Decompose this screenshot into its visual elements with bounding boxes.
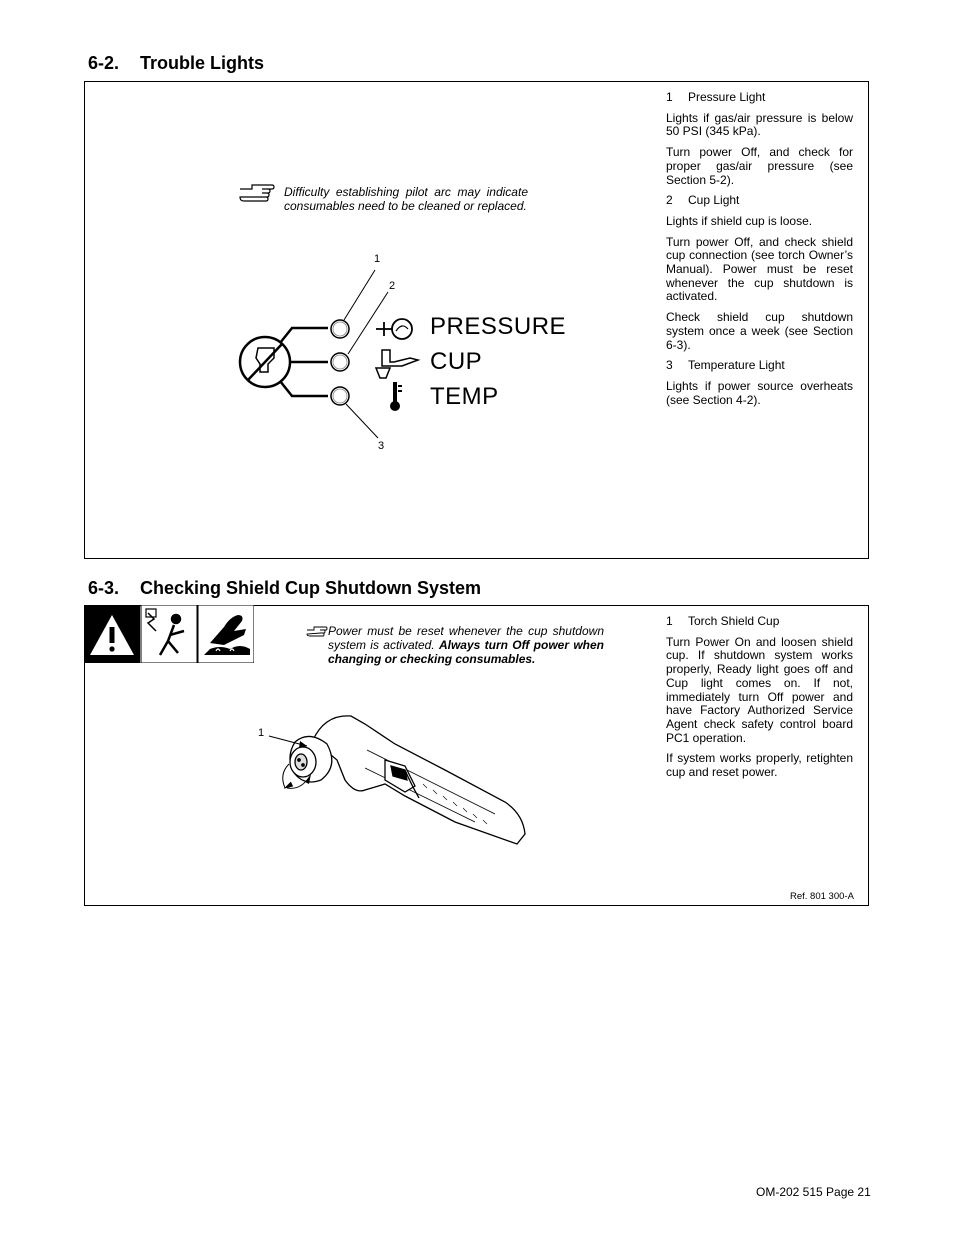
- trouble-lights-descriptions: [666, 91, 853, 414]
- item-heading: 1 Torch Shield Cup: [666, 614, 780, 628]
- thermometer-icon: [390, 382, 402, 411]
- panel-label-pressure: PRESSURE: [430, 313, 567, 340]
- item-heading: 2 Cup Light: [666, 193, 740, 208]
- section-number: 6-3.: [88, 578, 120, 598]
- section-heading-6-2: [88, 53, 264, 74]
- no-arc-torch-icon: [240, 337, 290, 387]
- section-number: 6-2.: [88, 53, 120, 73]
- item-paragraph: Turn power Off, and check shield cup connection (see torch Owner’s Manual). Power must be reset whenever the cup shutdown is activated.: [666, 234, 853, 304]
- item-paragraph: Turn Power On and loosen shield cup. If shutdown system works properly, Ready light goes off and Cup light comes on. If not, immediately turn Off power and have Factory Authorized Service Agent check safety control board PC1 operation.: [666, 634, 853, 745]
- pointing-hand-icon: [238, 181, 276, 205]
- section-title: Checking Shield Cup Shutdown System: [140, 578, 482, 598]
- item-paragraph: Check shield cup shutdown system once a week (see Section 6-3).: [666, 310, 853, 352]
- item-heading: 1 Pressure Light: [666, 90, 766, 104]
- section-title: Trouble Lights: [140, 53, 264, 73]
- pressure-gauge-icon: [376, 319, 412, 339]
- pressure-light: [331, 320, 349, 338]
- shield-cup-descriptions: [666, 615, 853, 787]
- pointing-hand-icon: [306, 625, 328, 639]
- panel-label-cup: CUP: [430, 348, 483, 375]
- torch-illustration: [255, 710, 535, 860]
- temp-light: [331, 387, 349, 405]
- reference-number: Ref. 801 300-A: [790, 891, 854, 902]
- callout-1: 1: [258, 727, 265, 739]
- cup-icon: [376, 350, 418, 378]
- callout-1: 1: [374, 253, 381, 265]
- pilot-arc-note: Difficulty establishing pilot arc may indicate consumables need to be cleaned or replaced.: [284, 185, 528, 213]
- section-heading-6-3: [88, 578, 481, 599]
- item-paragraph: If system works properly, retighten cup and reset power.: [666, 751, 853, 780]
- panel-label-temp: TEMP: [430, 383, 499, 410]
- callout-2: 2: [389, 280, 396, 292]
- item-heading: 3 Temperature Light: [666, 358, 785, 373]
- cup-shutdown-note: Power must be reset whenever the cup shutdown system is activated. Always turn Off power when changing or checking consumables.: [328, 624, 604, 666]
- bracket-lines: [280, 328, 328, 396]
- item-paragraph: Lights if shield cup is loose.: [666, 213, 813, 228]
- page-footer: OM-202 515 Page 21: [756, 1185, 871, 1199]
- trouble-lights-diagram: [230, 240, 570, 460]
- callout-3: 3: [378, 440, 385, 452]
- item-paragraph: Lights if gas/air pressure is below 50 PSI (345 kPa).: [666, 110, 853, 139]
- safety-symbols: [84, 605, 254, 663]
- cup-light: [331, 353, 349, 371]
- item-paragraph: Turn power Off, and check for proper gas/air pressure (see Section 5-2).: [666, 145, 853, 187]
- item-paragraph: Lights if power source overheats (see Section 4-2).: [666, 378, 853, 407]
